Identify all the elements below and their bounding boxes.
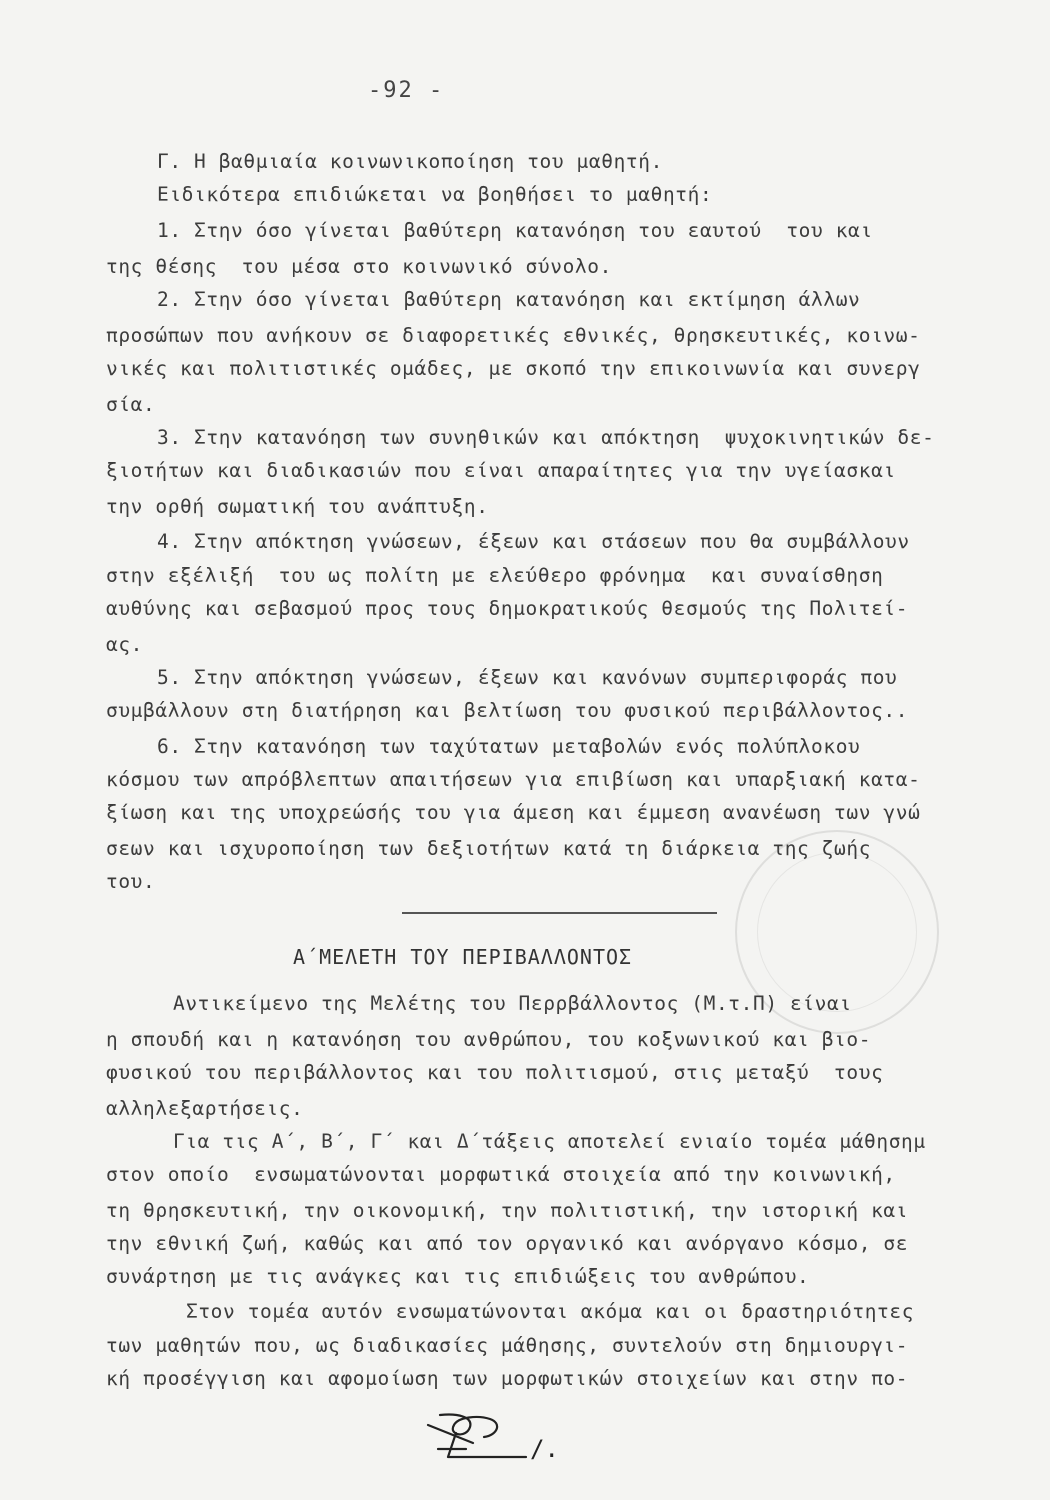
signature	[418, 1405, 578, 1465]
text-line: 1. Στην όσο γίνεται βαθύτερη κατανόηση του εαυτού του και	[157, 219, 873, 242]
text-line: την ορθή σωματική του ανάπτυξη.	[106, 495, 489, 518]
page-number: -92 -	[368, 78, 445, 103]
text-line: ξίωση και της υποχρεώσής του για άμεση και έμμεση ανανέωση των γνώ	[106, 801, 921, 824]
text-line: συμβάλλουν στη διατήρηση και βελτίωση του φυσικού περιβάλλοντος..	[106, 699, 909, 722]
text-line: την εθνική ζωή, καθώς και από τον οργανικό και ανόργανο κόσμο, σε	[106, 1232, 909, 1255]
text-line: Γ. Η βαθμιαία κοινωνικοποίηση του μαθητή.	[157, 150, 663, 173]
text-line: Για τις Α΄, Β΄, Γ΄ και Δ΄τάξεις αποτελεί ενιαίο τομέα μάθησημ	[173, 1130, 926, 1153]
text-line: στην εξέλιξή του ως πολίτη με ελεύθερο φρόνημα και συναίσθηση	[106, 564, 884, 587]
text-line: προσώπων που ανήκουν σε διαφορετικές εθνικές, θρησκευτικές, κοινω-	[106, 324, 921, 347]
text-line: ας.	[106, 633, 144, 656]
text-line: φυσικού του περιβάλλοντος και του πολιτισμού, στις μεταξύ τους	[106, 1061, 884, 1084]
text-line: ξιοτήτων και διαδικασιών που είναι απαραίτητες για την υγείασκαι	[106, 459, 896, 482]
text-line: του.	[106, 870, 156, 893]
text-line: 2. Στην όσο γίνεται βαθύτερη κατανόηση και εκτίμηση άλλων	[157, 288, 861, 311]
text-line: 3. Στην κατανόηση των συνηθικών και απόκτηση ψυχοκινητικών δε-	[157, 426, 935, 449]
text-line: η σπουδή και η κατανόηση του ανθρώπου, του κοξνωνικού και βιο-	[106, 1028, 872, 1051]
section-heading: Α΄ΜΕΛΕΤΗ ΤΟΥ ΠΕΡΙΒΑΛΛΟΝΤΟΣ	[293, 945, 633, 969]
text-line: Στον τομέα αυτόν ενσωματώνονται ακόμα και οι δραστηριότητες	[186, 1300, 915, 1323]
text-line: σεων και ισχυροποίηση των δεξιοτήτων κατά τη διάρκεια της ζωής	[106, 837, 872, 860]
signature-mark: /.	[530, 1435, 559, 1463]
text-line: σία.	[106, 393, 156, 416]
text-line: κόσμου των απρόβλεπτων απαιτήσεων για επιβίωση και υπαρξιακή κατα-	[106, 768, 921, 791]
text-line: των μαθητών που, ως διαδικασίες μάθησης, συντελούν στη δημιουργι-	[106, 1334, 909, 1357]
text-line: 4. Στην απόκτηση γνώσεων, έξεων και στάσεων που θα συμβάλλουν	[157, 530, 910, 553]
text-line: της θέσης του μέσα στο κοινωνικό σύνολο.	[106, 255, 612, 278]
text-line: κή προσέγγιση και αφομοίωση των μορφωτικών στοιχείων και στην πο-	[106, 1367, 909, 1390]
section-divider	[402, 912, 717, 914]
text-line: 6. Στην κατανόηση των ταχύτατων μεταβολών ενός πολύπλοκου	[157, 735, 861, 758]
text-line: συνάρτηση με τις ανάγκες και τις επιδιώξεις του ανθρώπου.	[106, 1265, 810, 1288]
text-line: αλληλεξαρτήσεις.	[106, 1097, 304, 1120]
text-line: τη θρησκευτική, την οικονομική, την πολιτιστική, την ιστορική και	[106, 1199, 909, 1222]
text-line: Ειδικότερα επιδιώκεται να βοηθήσει το μαθητή:	[157, 183, 713, 206]
text-line: νικές και πολιτιστικές ομάδες, με σκοπό την επικοινωνία και συνεργ	[106, 357, 921, 380]
text-line: 5. Στην απόκτηση γνώσεων, έξεων και κανόνων συμπεριφοράς που	[157, 666, 898, 689]
text-line: Αντικείμενο της Μελέτης του Περρβάλλοντος (Μ.τ.Π) είναι	[173, 992, 852, 1015]
text-line: αυθύνης και σεβασμού προς τους δημοκρατικούς θεσμούς της Πολιτεί-	[106, 597, 909, 620]
text-line: στον οποίο ενσωματώνονται μορφωτικά στοιχεία από την κοινωνική,	[106, 1163, 896, 1186]
